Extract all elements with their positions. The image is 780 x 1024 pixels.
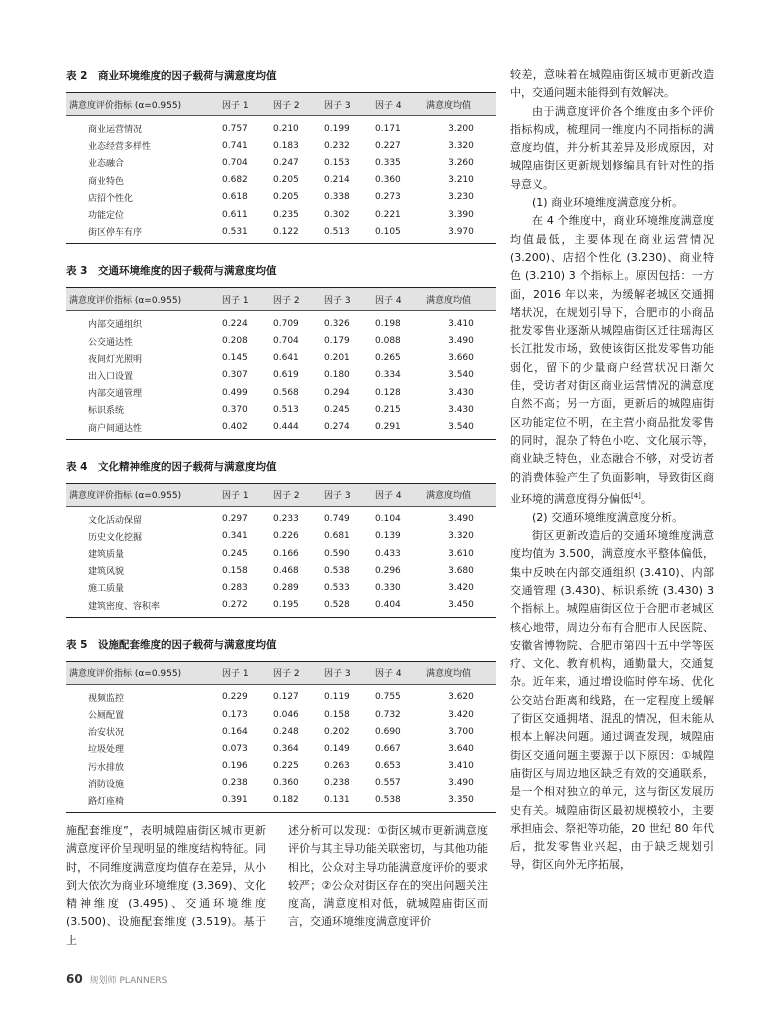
table-cell: 0.158 [222,565,248,576]
table-cell: 0.330 [375,582,401,593]
table-cell: 0.360 [375,175,401,186]
table-cell: 0.158 [324,709,350,720]
column-header: 因子 3 [324,288,375,311]
column-header: 因子 3 [324,93,375,116]
table-cell: 0.088 [375,336,401,347]
table-cell: 3.430 [448,387,474,398]
indicator-name: 业态经营多样性 [88,142,152,153]
table-row [66,684,496,706]
table-caption: 表 3 交通环境维度的因子载荷与满意度均值 [66,265,277,278]
table-cell: 3.540 [448,370,474,381]
table-cell: 0.248 [273,726,299,737]
table-cell: 0.202 [324,726,350,737]
table-cell: 0.245 [324,404,350,415]
column-header: 满意度均值 [426,288,496,311]
table-cell: 0.046 [273,709,299,720]
table-cell: 3.320 [448,140,474,151]
table-cell: 3.430 [448,404,474,415]
indicator-name: 建筑质量 [88,550,125,561]
column-header: 因子 4 [375,288,426,311]
table-row [66,723,496,740]
table-row [66,740,496,757]
column-header: 因子 4 [375,483,426,506]
indicator-name: 视频监控 [88,693,125,704]
indicator-name: 建筑密度、容积率 [66,597,222,618]
paragraph [510,103,714,194]
table-cell: 3.350 [426,792,496,813]
indicator-name: 路灯座椅 [66,792,222,813]
table-cell: 0.119 [324,692,350,703]
factor-table [66,483,496,618]
table-header-row [66,661,496,684]
column-header: 因子 3 [324,661,375,684]
paragraph-text: (1) 商业环境维度满意度分析。 [532,196,684,210]
table-cell: 0.131 [324,792,375,813]
table-row [66,706,496,723]
table-cell: 0.232 [324,140,350,151]
table-cell: 0.538 [375,792,426,813]
table-block [66,68,496,244]
table-cell: 0.341 [222,531,248,542]
table-cell: 3.410 [448,318,474,329]
indicator-name: 治安状况 [88,728,125,739]
table-cell: 0.757 [222,123,248,134]
table-cell: 0.364 [273,743,299,754]
paragraph [510,509,714,527]
column-header: 因子 3 [324,483,375,506]
table-cell: 0.682 [222,175,248,186]
table-cell: 3.320 [448,531,474,542]
paragraph [510,212,714,508]
paragraph-tail: 。 [640,492,652,506]
paragraph-text: 在 4 个维度中，商业环境维度满意度均值最低，主要体现在商业运营情况 (3.200)、店招个性化 (3.230)、商业特色 (3.210) 3 个指标上。原因包括：一方面，2016 年以来，为缓解老城区交通拥堵状况，在规划引导下，合肥市的小商品批发零售业逐渐从城隍庙街区迁往瑶海区长江批发市场，致使该街区批发零售功能弱化，留下的少量商户经营状况日渐欠佳，受访者对街区商业运营情况的满意度自然不高；另一方面，更新后的城隍庙街区功能定位不明，在主营小商品批发零售的同时，混杂了特色小吃、文化展示等，商业缺乏特色，业态融合不够，对受访者的消费体验产生了负面影响，导致街区商业环境的满意度得分偏低 [510,214,714,506]
table-cell: 3.640 [448,743,474,754]
table-cell: 0.215 [375,404,401,415]
column-header: 满意度评价指标 (α=0.955) [66,661,222,684]
table-cell: 0.294 [324,387,350,398]
table-cell: 0.531 [222,223,273,244]
table-cell: 3.390 [448,209,474,220]
table-cell: 3.620 [448,692,474,703]
factor-table [66,92,496,244]
column-header: 因子 1 [222,288,273,311]
table-cell: 0.291 [375,418,426,439]
table-row [66,137,496,154]
bottom-middle-column [288,822,488,932]
bottom-left-column [66,822,266,950]
column-header: 因子 2 [273,661,324,684]
table-cell: 0.704 [273,336,299,347]
indicator-name: 功能定位 [88,211,125,222]
table-cell: 3.200 [448,123,474,134]
indicator-name: 商户间通达性 [66,418,222,439]
table-block [66,459,496,618]
table-cell: 0.370 [222,404,248,415]
table-row [66,562,496,579]
table-cell: 0.195 [273,597,324,618]
table-caption: 表 2 商业环境维度的因子载荷与满意度均值 [66,70,277,82]
paragraph [510,66,714,103]
table-cell: 0.198 [375,318,401,329]
indicator-name: 商业运营情况 [88,125,143,136]
table-row [66,579,496,596]
column-header: 因子 1 [222,93,273,116]
table-header-row [66,93,496,116]
table-row [66,311,496,333]
table-cell: 0.653 [375,761,401,772]
table-cell: 0.618 [222,192,248,203]
table-row [66,506,496,528]
table-cell: 0.233 [273,514,299,525]
column-header: 满意度均值 [426,93,496,116]
table-row [66,528,496,545]
paragraph-text: 街区更新改造后的交通环境维度满意度均值为 3.500，满意度水平整体偏低，集中反映在内部交通组织 (3.410)、内部交通管理 (3.430)、标识系统 (3.430) 3 个指标上。城隍庙街区位于合肥市老城区核心地带，周边分布有合肥市人民医院、安徽省博物院、合肥市第四十五中学等医疗、文化、教育机构，通勤量大，交通复杂。近年来，通过增设临时停车场、优化公交站台距离和线路，在一定程度上缓解了街区交通拥堵、混乱的情况，但未能从根本上解决问题。通过调查发现，城隍庙街区交通问题主要源于以下原因：①城隍庙街区与周边地区缺乏有效的交通联系，是一个相对独立的单元，这与街区发展历史有关。城隍庙街区最初规模较小，主要承担庙会、祭祀等功能，20 世纪 80 年代后，批发零售业兴起，由于缺乏规划引导，街区向外无序拓展， [510,529,714,872]
table-row [66,172,496,189]
table-cell: 0.196 [222,761,248,772]
table-cell: 0.208 [222,336,248,347]
table-caption: 表 4 文化精神维度的因子载荷与满意度均值 [66,460,277,473]
table-cell: 0.307 [222,370,248,381]
table-cell: 3.420 [448,582,474,593]
indicator-name: 内部交通管理 [88,389,143,400]
paragraph [510,194,714,212]
indicator-name: 历史文化挖掘 [88,532,143,543]
table-cell: 0.289 [273,582,299,593]
paragraph-text: 由于满意度评价各个维度由多个评价指标构成，梳理同一维度内不同指标的满意度均值，并分析其差异及形成原因，对城隍庙街区更新规划修编具有针对性的指导意义。 [510,104,714,191]
column-header: 满意度均值 [426,661,496,684]
table-cell: 0.296 [375,565,401,576]
table-cell: 0.499 [222,387,248,398]
table-cell: 0.229 [222,692,248,703]
table-cell: 0.732 [375,709,401,720]
table-cell: 0.468 [273,565,299,576]
column-header: 因子 2 [273,93,324,116]
table-row [66,367,496,384]
table-cell: 0.225 [273,761,299,772]
table-row [66,350,496,367]
table-cell: 0.265 [375,353,401,364]
table-cell: 0.690 [375,726,401,737]
table-row [66,116,496,138]
table-cell: 0.105 [375,223,426,244]
table-cell: 0.227 [375,140,401,151]
table-cell: 0.338 [324,192,350,203]
table-cell: 3.660 [448,353,474,364]
table-cell: 3.490 [448,514,474,525]
table-cell: 0.180 [324,370,350,381]
table-cell: 3.680 [448,565,474,576]
table-row [66,758,496,775]
table-cell: 0.179 [324,336,350,347]
table-cell: 0.199 [324,123,350,134]
table-row [66,545,496,562]
table-row [66,597,496,618]
table-cell: 0.073 [222,743,248,754]
indicator-name: 公厕配置 [88,711,125,722]
table-cell: 0.749 [324,514,350,525]
table-row [66,384,496,401]
table-cell: 0.235 [273,209,299,220]
table-cell: 0.274 [324,418,375,439]
indicator-name: 业态融合 [88,159,125,170]
column-header: 因子 1 [222,483,273,506]
table-cell: 0.611 [222,209,248,220]
table-cell: 0.166 [273,548,299,559]
table-cell: 0.183 [273,140,299,151]
table-cell: 0.557 [375,778,401,789]
table-cell: 0.173 [222,709,248,720]
column-header: 满意度评价指标 (α=0.955) [66,93,222,116]
table-cell: 0.641 [273,353,299,364]
table-cell: 0.334 [375,370,401,381]
table-cell: 0.326 [324,318,350,329]
table-cell: 3.450 [426,597,496,618]
table-cell: 0.681 [324,531,350,542]
column-header: 因子 1 [222,661,273,684]
table-row [66,418,496,439]
table-cell: 3.540 [426,418,496,439]
indicator-name: 商业特色 [88,176,125,187]
table-cell: 0.171 [375,123,401,134]
page-footer [66,972,167,986]
indicator-name: 施工质量 [88,584,125,595]
page-number: 60 [66,972,83,986]
table-row [66,206,496,223]
indicator-name: 标识系统 [88,406,125,417]
table-cell: 0.238 [324,778,350,789]
table-cell: 0.221 [375,209,401,220]
column-header: 因子 4 [375,661,426,684]
right-text-column [510,66,714,875]
table-cell: 0.755 [375,692,401,703]
table-cell: 0.302 [324,209,350,220]
table-cell: 0.404 [375,597,426,618]
table-cell: 0.391 [222,792,273,813]
indicator-name: 店招个性化 [88,193,134,204]
table-cell: 0.590 [324,548,350,559]
table-cell: 0.122 [273,223,324,244]
table-cell: 0.201 [324,353,350,364]
paragraph-text: (2) 交通环境维度满意度分析。 [532,510,684,524]
table-cell: 0.153 [324,157,350,168]
factor-table [66,661,496,813]
factor-table [66,287,496,439]
table-cell: 3.610 [448,548,474,559]
table-cell: 3.490 [448,778,474,789]
table-cell: 0.226 [273,531,299,542]
table-block [66,263,496,439]
table-cell: 0.444 [273,418,324,439]
table-cell: 3.970 [426,223,496,244]
table-cell: 0.214 [324,175,350,186]
table-cell: 0.528 [324,597,375,618]
table-cell: 0.704 [222,157,248,168]
indicator-name: 内部交通组织 [88,320,143,331]
table-cell: 3.700 [448,726,474,737]
indicator-name: 公交通达性 [88,337,134,348]
table-cell: 0.164 [222,726,248,737]
table-header-row [66,483,496,506]
table-header-row [66,288,496,311]
table-cell: 0.263 [324,761,350,772]
table-cell: 0.128 [375,387,401,398]
indicator-name: 街区停车有序 [66,223,222,244]
table-cell: 0.182 [273,792,324,813]
table-row [66,189,496,206]
table-cell: 0.273 [375,192,401,203]
table-cell: 0.145 [222,353,248,364]
table-cell: 0.533 [324,582,350,593]
column-header: 因子 2 [273,483,324,506]
table-cell: 0.335 [375,157,401,168]
table-cell: 0.247 [273,157,299,168]
indicator-name: 夜间灯光照明 [88,354,143,365]
column-header: 满意度评价指标 (α=0.955) [66,483,222,506]
table-cell: 0.433 [375,548,401,559]
paragraph-text: 较差，意味着在城隍庙街区城市更新改造中，交通问题未能得到有效解决。 [510,68,714,100]
table-cell: 0.139 [375,531,401,542]
table-row [66,333,496,350]
table-cell: 0.402 [222,418,273,439]
table-row [66,401,496,418]
indicator-name: 文化活动保留 [88,515,143,526]
table-cell: 0.568 [273,387,299,398]
table-cell: 0.513 [324,223,375,244]
table-caption: 表 5 设施配套维度的因子载荷与满意度均值 [66,638,277,651]
table-cell: 3.490 [448,336,474,347]
indicator-name: 建筑风貌 [88,567,125,578]
table-cell: 3.260 [448,157,474,168]
table-cell: 0.210 [273,123,299,134]
indicator-name: 消防设施 [88,779,125,790]
column-header: 满意度评价指标 (α=0.955) [66,288,222,311]
table-cell: 0.360 [273,778,299,789]
indicator-name: 出入口设置 [88,371,134,382]
indicator-name: 污水排放 [88,762,125,773]
table-row [66,775,496,792]
table-cell: 0.149 [324,743,350,754]
table-row [66,223,496,244]
table-cell: 0.741 [222,140,248,151]
journal-name: 规划师 PLANNERS [89,976,168,986]
table-block [66,637,496,813]
column-header: 满意度均值 [426,483,496,506]
table-cell: 0.283 [222,582,248,593]
table-cell: 0.709 [273,318,299,329]
bottom-left-text: 施配套维度”，表明城隍庙街区城市更新满意度评价呈现明显的维度结构特征。同时，不同维度满意度均值存在差异，从小到大依次为商业环境维度 (3.369)、文化精神维度 (3.495)、交通环境维度 (3.500)、设施配套维度 (3.519)。基于上 [66,824,266,947]
column-header: 因子 4 [375,93,426,116]
table-cell: 0.667 [375,743,401,754]
table-cell: 3.420 [448,709,474,720]
table-cell: 0.127 [273,692,299,703]
paragraph [510,527,714,875]
table-cell: 0.272 [222,597,273,618]
table-row [66,154,496,171]
citation-ref: [4] [631,491,641,500]
table-cell: 0.297 [222,514,248,525]
bottom-middle-text: 述分析可以发现：①街区城市更新满意度评价与其主导功能关联密切，与其他功能相比，公众对主导功能满意度评价的要求较严；②公众对街区存在的突出问题关注度高，满意度相对低，就城隍庙街区而言，交通环境维度满意度评价 [288,824,488,929]
tables-column [66,68,496,832]
table-cell: 0.245 [222,548,248,559]
table-cell: 3.230 [448,192,474,203]
table-cell: 0.538 [324,565,350,576]
column-header: 因子 2 [273,288,324,311]
table-cell: 0.513 [273,404,299,415]
table-cell: 0.238 [222,778,248,789]
table-cell: 3.410 [448,761,474,772]
table-cell: 0.104 [375,514,401,525]
indicator-name: 垃圾处理 [88,745,125,756]
table-cell: 0.205 [273,192,299,203]
table-cell: 0.224 [222,318,248,329]
table-cell: 0.205 [273,175,299,186]
table-cell: 3.210 [448,175,474,186]
table-cell: 0.619 [273,370,299,381]
table-row [66,792,496,813]
